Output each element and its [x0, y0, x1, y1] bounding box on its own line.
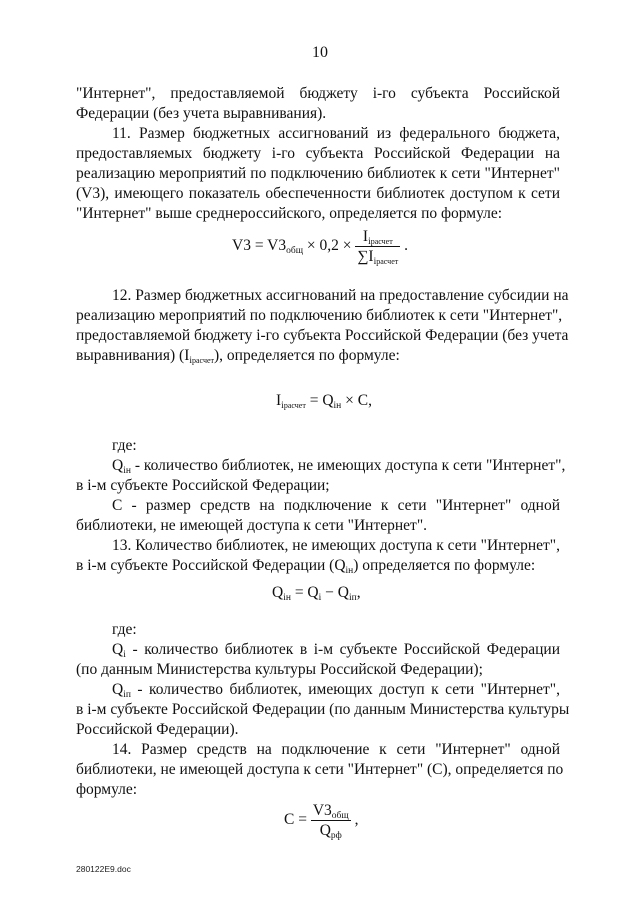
text-line: (V3), имеющего показатель обеспеченности библиотек доступом к сети [76, 185, 560, 202]
text-line: в i-м субъекте Российской Федерации $(Q_{iн})$ определяется по формуле: [76, 557, 536, 576]
text-line: Российской Федерации). [76, 721, 239, 738]
text-line: библиотеки, не имеющей доступа к сети "Интернет" (С), определяется по [76, 761, 564, 778]
text-line: $Q_i$ - количество библиотек в i-м субъекте Российской Федерации [112, 641, 560, 660]
text-line: реализацию мероприятий по подключению библиотек к сети "Интернет" [76, 165, 560, 182]
page-number: 10 [312, 44, 328, 61]
text-line: реализацию мероприятий по подключению библиотек к сети "Интернет", [76, 307, 563, 324]
text-line: формуле: [76, 781, 138, 798]
text-line: С - размер средств на подключение к сети "Интернет" одной [112, 497, 560, 514]
fraction: $\frac{I_{iрасчет}}{\sum I_{iрасчет}}$ [357, 228, 399, 267]
text-line: $Q_{iн}$ - количество библиотек, не имеющих доступа к сети "Интернет", [112, 457, 566, 476]
text-line: в i-м субъекте Российской Федерации (по данным Министерства культуры [76, 701, 570, 718]
text-line: 14. Размер средств на подключение к сети "Интернет" одной [112, 741, 560, 758]
text-line: 12. Размер бюджетных ассигнований на предоставление субсидии на [112, 287, 569, 304]
formula-v3: $V3 = V3_{общ} \times 0,2$ × $\frac{I_{iрасчет}}{\sum I_{iрасчет}}$ . [232, 228, 408, 267]
text-line: Федерации (без учета выравнивания). [76, 105, 327, 122]
text-line: где: [112, 437, 137, 454]
file-name-footer: 280122E9.doc [76, 864, 131, 874]
formula-i-raschet: $I_{iрасчет} = Q_{iн} \times C$, [276, 392, 372, 411]
fraction: $\frac{V3_{общ}}{Q_{рф}}$ [312, 802, 349, 841]
text-line: выравнивания) $(I_{iрасчет})$, определяется по формуле: [76, 347, 400, 366]
text-line: 11. Размер бюджетных ассигнований из федерального бюджета, [112, 125, 560, 142]
formula-q-in: $Q_{iн} = Q_i - Q_{iп}$, [272, 584, 361, 603]
text-line: библиотеки, не имеющей доступа к сети "Интернет". [76, 517, 428, 534]
text-line: где: [112, 621, 137, 638]
text-line: $Q_{iп}$ - количество библиотек, имеющих доступ к сети "Интернет", [112, 681, 560, 700]
text-line: "Интернет" выше среднероссийского, определяется по формуле: [76, 205, 503, 222]
text-line: предоставляемых бюджету i-го субъекта Российской Федерации на [76, 145, 560, 162]
text-line: "Интернет", предоставляемой бюджету i-го субъекта Российской [76, 85, 560, 102]
formula-c: C = $\frac{V3_{общ}}{Q_{рф}}$ , [284, 802, 359, 841]
text-line: (по данным Министерства культуры Российской Федерации); [76, 661, 483, 678]
text-line: 13. Количество библиотек, не имеющих доступа к сети "Интернет", [112, 537, 560, 554]
text-line: в i-м субъекте Российской Федерации; [76, 477, 330, 494]
text-line: предоставляемой бюджету i-го субъекта Российской Федерации (без учета [76, 327, 569, 344]
